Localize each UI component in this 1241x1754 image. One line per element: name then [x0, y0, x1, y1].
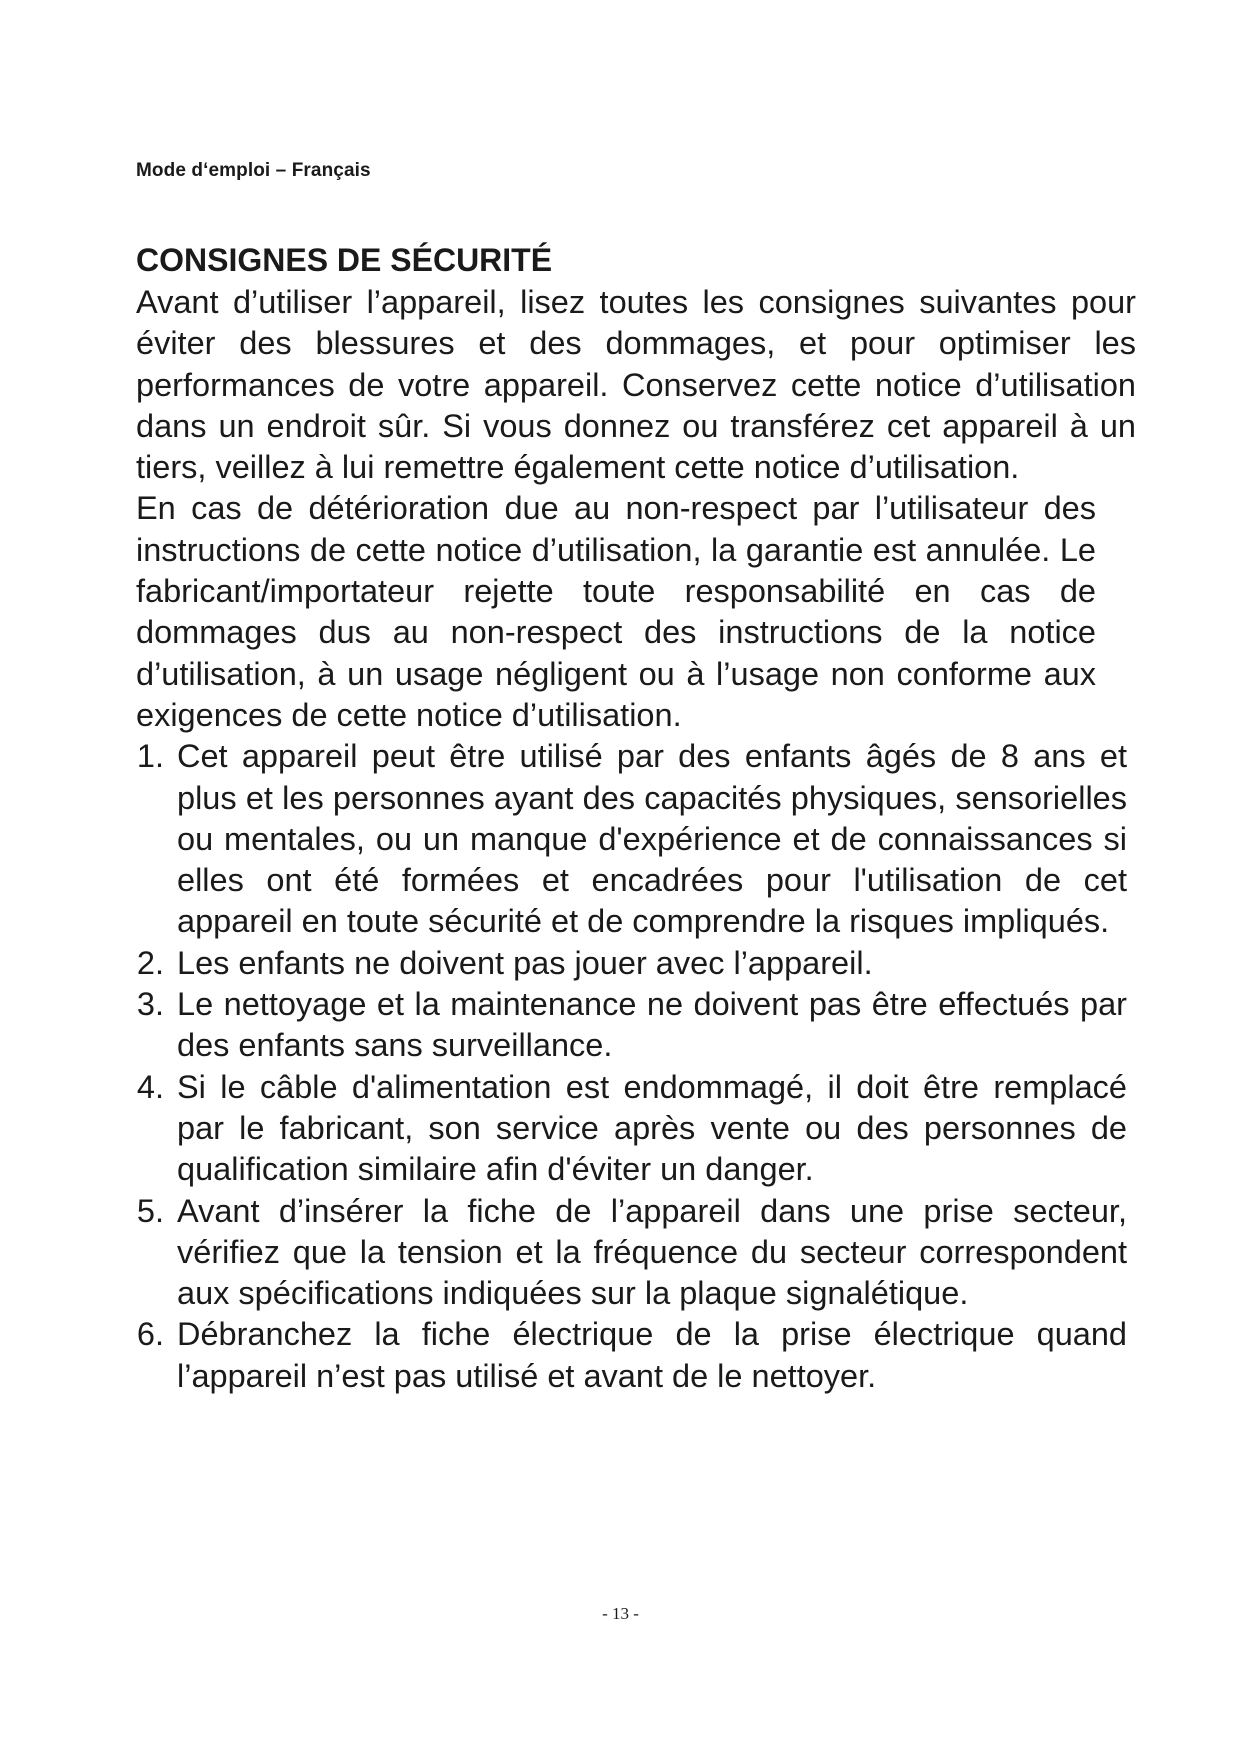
list-text: Avant d’insérer la fiche de l’appareil dans une prise secteur, vérifiez que la tension et la fréquence du secteur correspondent aux spécifications indiquées sur la plaque signalétique.	[177, 1192, 1127, 1312]
safety-list	[136, 736, 1126, 1397]
running-header: Mode d‘emploi – Français	[136, 160, 371, 181]
list-text: Cet appareil peut être utilisé par des enfants âgés de 8 ans et plus et les personnes ayant des capacités physiques, sensorielles ou mentales, ou un manque d'expérience et de connaissances si elles ont été formées et encadrées pour l'utilisation de cet appareil en toute sécurité et de comprendre la risques impliqués.	[177, 738, 1127, 940]
list-item	[136, 943, 1127, 984]
intro-paragraph: Avant d’utiliser l’appareil, lisez toutes les consignes suivantes pour éviter des blessures et des dommages, et pour optimiser les performances de votre appareil. Conservez cette notice d’utilisation dans un endroit sûr. Si vous donnez ou transférez cet appareil à un tiers, veillez à lui remettre également cette notice d’utilisation.	[136, 284, 1136, 486]
list-text: Si le câble d'alimentation est endommagé, il doit être remplacé par le fabricant, son service après vente ou des personnes de qualification similaire afin d'éviter un danger.	[177, 1068, 1127, 1188]
section-title: CONSIGNES DE SÉCURITÉ	[136, 242, 553, 278]
list-text: Débranchez la fiche électrique de la prise électrique quand l’appareil n’est pas utilisé et avant de le nettoyer.	[177, 1316, 1127, 1394]
list-text: Le nettoyage et la maintenance ne doivent pas être effectués par des enfants sans surveillance.	[177, 986, 1127, 1064]
list-item	[136, 984, 1127, 1067]
list-item	[136, 736, 1127, 942]
list-number: 4.	[136, 1068, 164, 1105]
list-number: 1.	[136, 738, 164, 775]
warranty-paragraph: En cas de détérioration due au non-respect par l’utilisateur des instructions de cette notice d’utilisation, la garantie est annulée. Le fabricant/importateur rejette toute responsabilité en cas de dommages dus au non-respect des instructions de la notice d’utilisation, à un usage négligent ou à l’usage non conforme aux exigences de cette notice d’utilisation.	[136, 490, 1096, 733]
list-item	[136, 1191, 1127, 1315]
list-number: 2.	[136, 944, 164, 981]
list-number: 3.	[136, 986, 164, 1023]
safety-section	[136, 238, 1136, 1397]
list-number: 5.	[136, 1192, 164, 1229]
list-text: Les enfants ne doivent pas jouer avec l’appareil.	[177, 944, 873, 981]
page-number: - 13 -	[602, 1604, 639, 1623]
list-number: 6.	[136, 1316, 164, 1353]
list-item	[136, 1314, 1127, 1397]
list-item	[136, 1067, 1127, 1191]
